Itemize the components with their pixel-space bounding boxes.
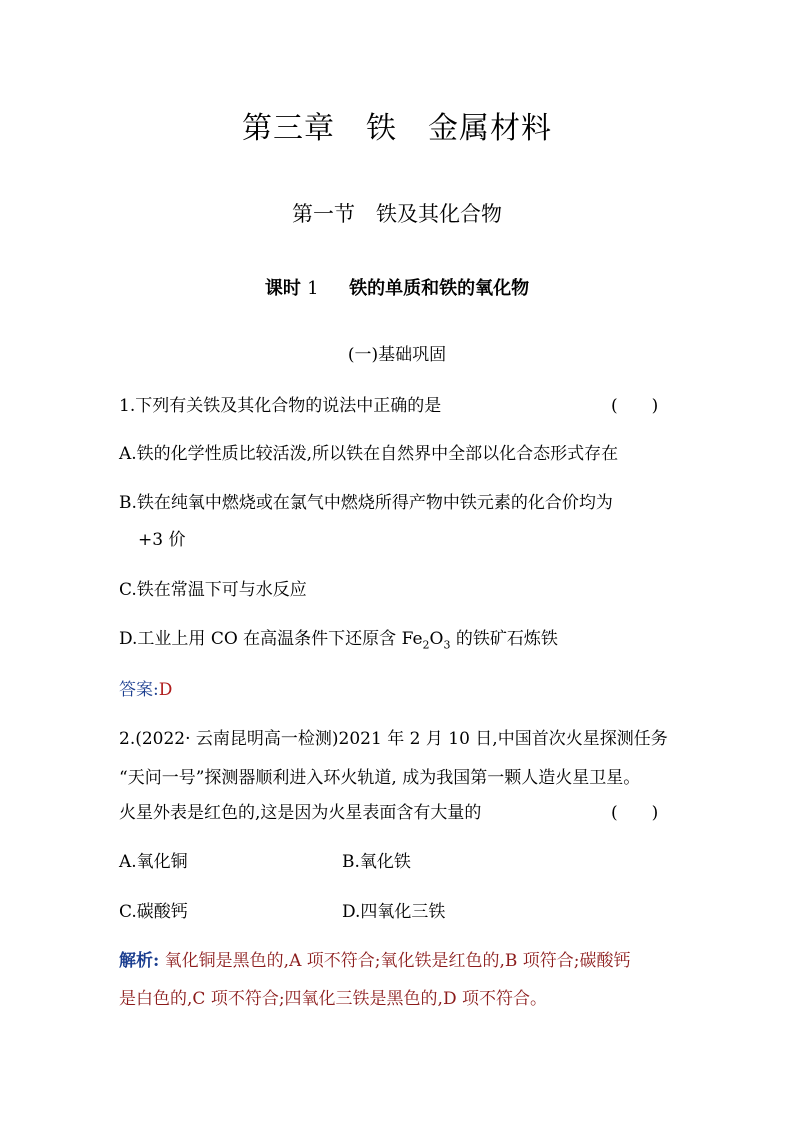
lesson-title	[0, 274, 794, 300]
q2-explanation-line1	[119, 946, 631, 971]
explain-label: 解析:	[119, 951, 160, 971]
q2-option-a: A.氧化铜	[119, 852, 188, 872]
q1-option-d-suffix: 的铁矿石炼铁	[450, 629, 558, 649]
q2-stem-line3: 火星外表是红色的,这是因为火星表面含有大量的	[119, 803, 482, 823]
q2-stem-line2: “天问一号”探测器顺利进入环火轨道, 成为我国第一颗人造火星卫星。	[119, 768, 641, 788]
q2-option-b: B.氧化铁	[342, 852, 411, 872]
answer-value: D	[158, 680, 173, 700]
q1-option-d-prefix: D.工业上用 CO 在高温条件下还原含 Fe	[119, 629, 423, 649]
lesson-number: 1	[307, 278, 319, 299]
chapter-title: 第三章 铁 金属材料	[242, 111, 552, 146]
q1-option-b-cont: +3 价	[138, 530, 186, 550]
q1-option-b: B.铁在纯氧中燃烧或在氯气中燃烧所得产物中铁元素的化合价均为	[119, 493, 613, 513]
section-title: 第一节 铁及其化合物	[292, 202, 502, 226]
explain-text-1: 氧化铜是黑色的,A 项不符合;氧化铁是红色的,B 项符合;碳酸钙	[159, 951, 631, 971]
q2-explanation-line2: 是白色的,C 项不符合;四氧化三铁是黑色的,D 项不符合。	[119, 989, 547, 1009]
q1-option-c: C.铁在常温下可与水反应	[119, 580, 307, 600]
q1-paren: ( )	[611, 396, 659, 416]
q1-option-d-sub1: 2	[422, 638, 430, 652]
q1-option-a: A.铁的化学性质比较活泼,所以铁在自然界中全部以化合态形式存在	[119, 444, 619, 464]
q2-paren: ( )	[611, 803, 659, 823]
q1-option-d-mid: O	[429, 629, 444, 649]
q1-stem: 1.下列有关铁及其化合物的说法中正确的是	[119, 396, 442, 416]
lesson-name: 铁的单质和铁的氧化物	[349, 278, 530, 299]
lesson-prefix: 课时	[264, 278, 301, 299]
q1-option-d	[119, 624, 558, 651]
q2-stem-line1: 2.(2022· 云南昆明高一检测)2021 年 2 月 10 日,中国首次火星探测任务	[119, 729, 668, 749]
answer-label: 答案:	[119, 680, 159, 700]
q2-option-d: D.四氧化三铁	[342, 902, 446, 922]
q2-option-c: C.碳酸钙	[119, 902, 188, 922]
q1-answer	[119, 675, 172, 700]
q1-option-d-sub2: 3	[443, 638, 451, 652]
part-title: (一)基础巩固	[347, 345, 447, 365]
